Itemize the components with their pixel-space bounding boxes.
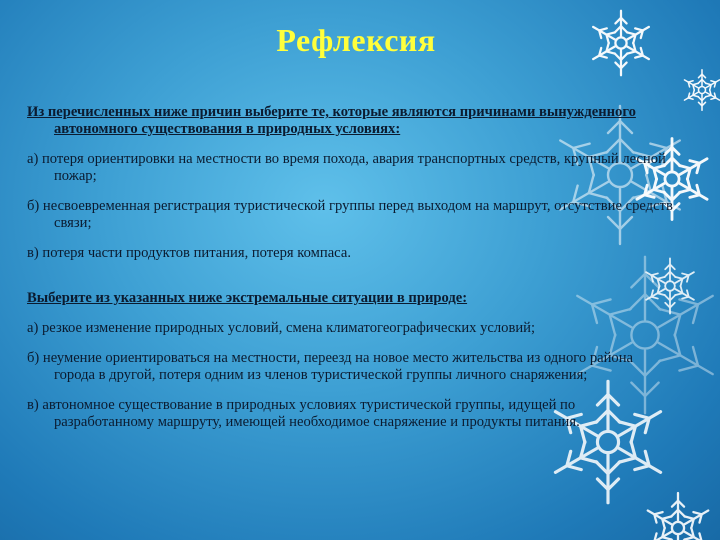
question-2-option-a: а) резкое изменение природных условий, смена климатогеографических условий; [27, 320, 536, 336]
question-2: Выберите из указанных ниже экстремальные ситуации в природе: [27, 290, 468, 306]
question-1-option-c: в) потеря части продуктов питания, потеря компаса. [27, 245, 351, 261]
slide-body [27, 104, 677, 444]
snowflake-icon [640, 490, 716, 540]
question-1-option-a: а) потеря ориентировки на местности во время похода, авария транспортных средств, крупный лесной пожар; [27, 151, 666, 184]
spacer [27, 275, 677, 290]
question-2-option-b: б) неумение ориентироваться на местности, переезд на новое место жительства из одного района города в другой, потеря одним из членов туристической группы личного снаряжения; [27, 350, 634, 383]
question-1: Из перечисленных ниже причин выберите те, которые являются причинами вынужденного автономного существования в природных условиях: [27, 104, 636, 137]
slide-title: Рефлексия [276, 22, 436, 58]
question-1-option-b: б) несвоевременная регистрация туристической группы перед выходом на маршрут, отсутствие средств связи; [27, 198, 673, 231]
question-2-option-c: в) автономное существование в природных условиях туристической группы, идущей по разработанному маршруту, имеющей необходимое снаряжение и продукты питания. [27, 397, 580, 430]
